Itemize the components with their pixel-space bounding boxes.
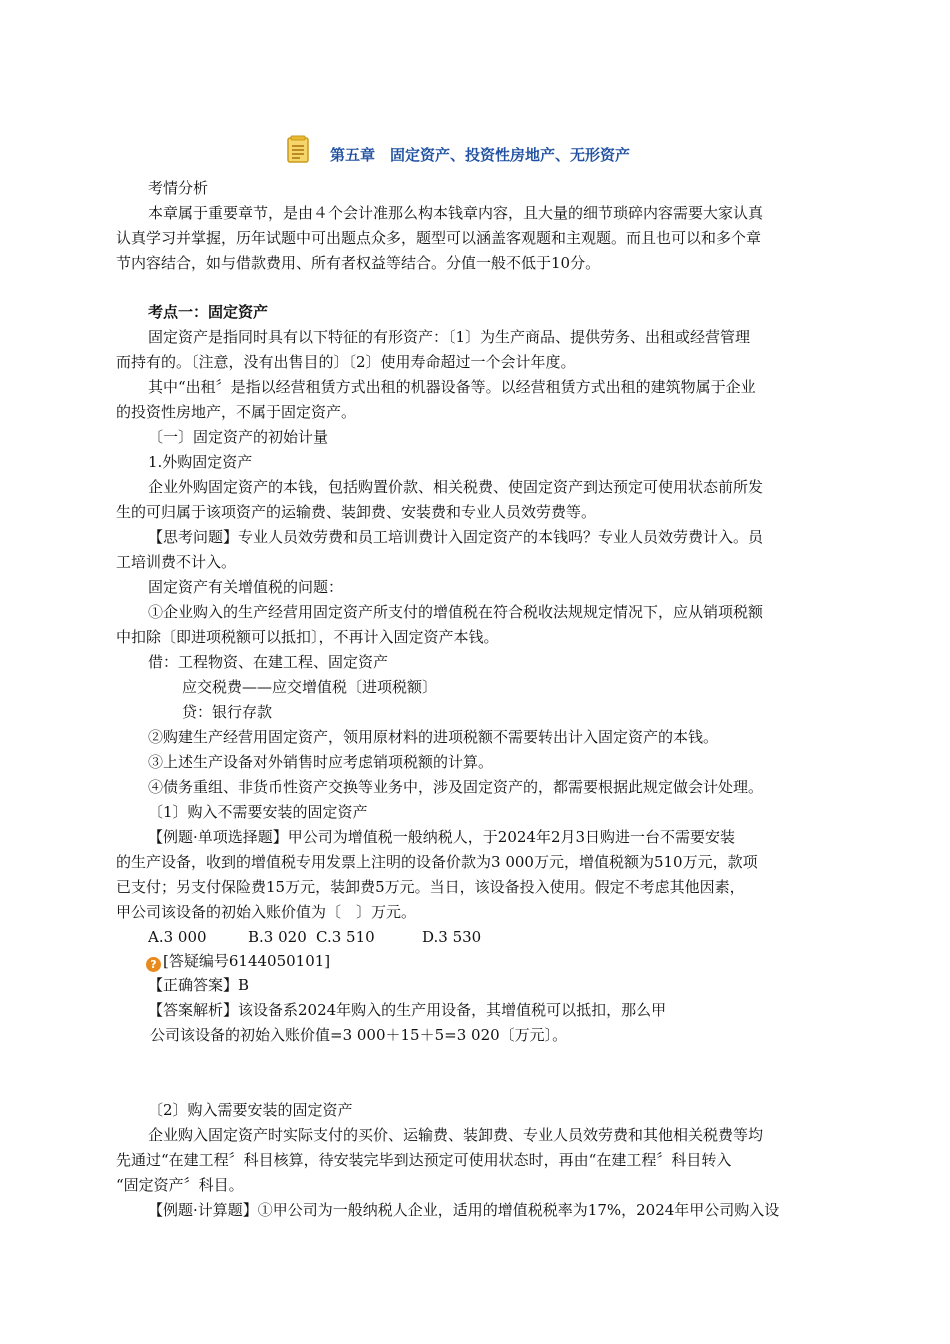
qa-number: [答疑编号6144050101] (163, 952, 331, 970)
paragraph-line: ④债务重组、非货币性资产交换等业务中，涉及固定资产的，都需要根据此规定做会计处理。 (148, 778, 764, 796)
paragraph-line: 而持有的。〔注意，没有出售目的〕〔2〕使用寿命超过一个会计年度。 (116, 353, 576, 371)
paragraph-line: 固定资产是指同时具有以下特征的有形资产：〔1〕为生产商品、提供劳务、出租或经营管理 (148, 328, 751, 346)
paragraph-line: 先通过“在建工程〞科目核算，待安装完毕到达预定可使用状态时，再由“在建工程〞科目转入 (116, 1151, 732, 1169)
option-b: B.3 020 (248, 928, 307, 946)
paragraph-line: 生的可归属于该项资产的运输费、装卸费、安装费和专业人员效劳费等。 (116, 503, 597, 521)
document-icon (284, 135, 314, 165)
paragraph-line: 的投资性房地产，不属于固定资产。 (116, 403, 357, 421)
paragraph-line: 【思考问题】专业人员效劳费和员工培训费计入固定资产的本钱吗？专业人员效劳费计入。员 (148, 528, 764, 546)
paragraph-line: 节内容结合，如与借款费用、所有者权益等结合。分值一般不低于10分。 (116, 254, 601, 272)
option-a: A.3 000 (148, 928, 207, 946)
paragraph-line: ③上述生产设备对外销售时应考虑销项税额的计算。 (148, 753, 494, 771)
paragraph-line: 甲公司该设备的初始入账价值为〔 〕万元。 (116, 903, 417, 921)
paragraph-line: 固定资产有关增值税的问题： (148, 578, 344, 596)
paragraph-line: 【例题·计算题】①甲公司为一般纳税人企业，适用的增值税税率为17%，2024年甲公司购入设 (148, 1201, 780, 1219)
chapter-title: 第五章 固定资产、投资性房地产、无形资产 (330, 146, 631, 164)
paragraph-line: ①企业购入的生产经营用固定资产所支付的增值税在符合税收法规规定情况下，应从销项税额 (148, 603, 764, 621)
answer-options (148, 925, 868, 949)
journal-debit: 应交税费——应交增值税〔进项税额〕 (182, 678, 438, 696)
subsection-heading: 〔1〕购入不需要安装的固定资产 (148, 803, 368, 821)
answer-explanation: 公司该设备的初始入账价值=3 000＋15＋5=3 020〔万元〕。 (150, 1026, 568, 1044)
journal-debit: 借：工程物资、在建工程、固定资产 (148, 653, 389, 671)
qa-reference (146, 949, 866, 973)
paragraph-line: 企业购入固定资产时实际支付的买价、运输费、装卸费、专业人员效劳费和其他相关税费等均 (148, 1126, 764, 1144)
paragraph-line: ②购建生产经营用固定资产，领用原材料的进项税额不需要转出计入固定资产的本钱。 (148, 728, 719, 746)
section-heading: 考情分析 (148, 179, 209, 197)
option-c: C.3 510 (316, 928, 375, 946)
paragraph-line: “固定资产〞科目。 (116, 1176, 244, 1194)
paragraph-line: 工培训费不计入。 (116, 553, 237, 571)
paragraph-line: 【例题·单项选择题】甲公司为增值税一般纳税人，于2024年2月3日购进一台不需要安装 (148, 828, 736, 846)
correct-answer: 【正确答案】B (148, 976, 250, 994)
paragraph-line: 企业外购固定资产的本钱，包括购置价款、相关税费、使固定资产到达预定可使用状态前所发 (148, 478, 764, 496)
paragraph-line: 认真学习并掌握，历年试题中可出题点众多，题型可以涵盖客观题和主观题。而且也可以和多个章 (116, 229, 762, 247)
paragraph-line: 中扣除〔即进项税额可以抵扣〕，不再计入固定资产本钱。 (116, 628, 499, 646)
paragraph-line: 已支付；另支付保险费15万元，装卸费5万元。当日，该设备投入使用。假定不考虑其他因素， (116, 878, 745, 896)
subsection-heading: 〔2〕购入需要安装的固定资产 (148, 1101, 353, 1119)
paragraph-line: 本章属于重要章节，是由４个会计准那么构本钱章内容，且大量的细节琐碎内容需要大家认真 (148, 204, 764, 222)
topic-heading: 考点一：固定资产 (148, 303, 269, 321)
paragraph-line: 的生产设备，收到的增值税专用发票上注明的设备价款为3 000万元，增值税额为510万元，款项 (116, 853, 758, 871)
answer-explanation: 【答案解析】该设备系2024年购入的生产用设备，其增值税可以抵扣，那么甲 (148, 1001, 667, 1019)
journal-credit: 贷：银行存款 (182, 703, 273, 721)
paragraph-line: 其中“出租〞是指以经营租赁方式出租的机器设备等。以经营租赁方式出租的建筑物属于企业 (148, 378, 756, 396)
question-mark-icon: ? (146, 957, 161, 972)
subsection-heading: 1.外购固定资产 (148, 453, 253, 471)
option-d: D.3 530 (422, 928, 482, 946)
subsection-heading: 〔一〕固定资产的初始计量 (148, 428, 329, 446)
